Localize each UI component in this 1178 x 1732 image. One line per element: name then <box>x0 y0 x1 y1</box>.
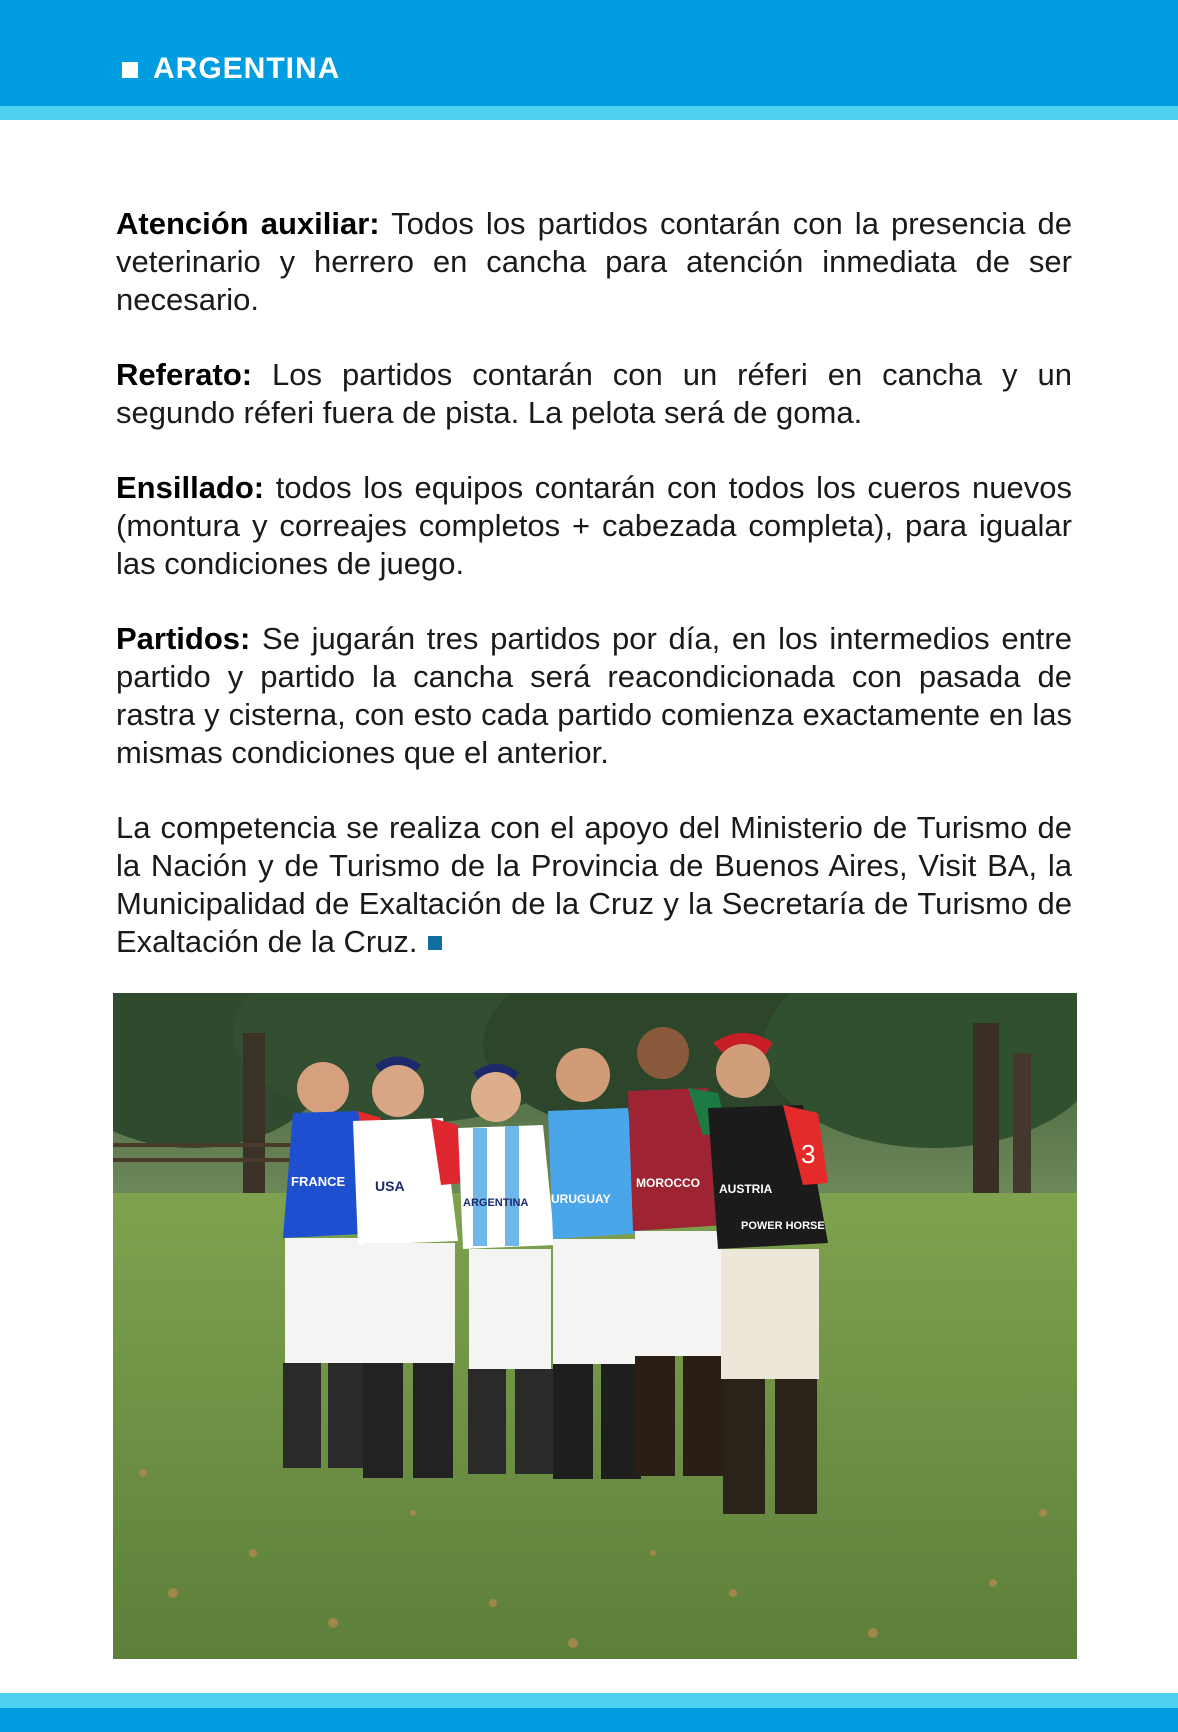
paragraph-ensillado <box>116 469 1072 583</box>
jersey-label: MOROCCO <box>636 1176 700 1190</box>
paragraph-label: Partidos: <box>116 621 251 656</box>
paragraph-text: todos los equipos contarán con todos los cueros nuevos (montura y correajes completos + cabezada completa), para igualar las condiciones de juego. <box>116 470 1072 581</box>
section-title: ARGENTINA <box>153 52 341 85</box>
paragraph-referato <box>116 356 1072 432</box>
header-stripe <box>0 106 1178 120</box>
footer-bar <box>0 1708 1178 1732</box>
jersey-label: FRANCE <box>291 1174 346 1189</box>
jersey-label: URUGUAY <box>551 1192 611 1206</box>
paragraph-label: Referato: <box>116 357 253 392</box>
section-marker <box>122 62 138 78</box>
jersey-sponsor: POWER HORSE <box>741 1220 825 1232</box>
paragraph-text: Los partidos contarán con un réferi en cancha y un segundo réferi fuera de pista. La pelota será de goma. <box>116 357 1072 430</box>
paragraph-label: Ensillado: <box>116 470 265 505</box>
paragraph-partidos <box>116 620 1072 772</box>
article-body <box>116 205 1072 998</box>
polo-players-illustration <box>113 993 1077 1659</box>
paragraph-competencia <box>116 809 1072 961</box>
paragraph-text: La competencia se realiza con el apoyo del Ministerio de Turismo de la Nación y de Turismo de la Provincia de Buenos Aires, Visit BA, la Municipalidad de Exaltación de la Cruz y la Secretaría de Turismo de Exaltación de la Cruz. <box>116 810 1072 959</box>
end-of-article-marker <box>428 936 442 950</box>
paragraph-label: Atención auxiliar: <box>116 206 380 241</box>
jersey-label: AUSTRIA <box>719 1182 773 1196</box>
paragraph-text: Se jugarán tres partidos por día, en los intermedios entre partido y partido la cancha será reacondicionada con pasada de rastra y cisterna, con esto cada partido comienza exactamente en las mismas condiciones que el anterior. <box>116 621 1072 770</box>
jersey-number: 3 <box>801 1139 816 1169</box>
paragraph-atencion <box>116 205 1072 319</box>
jersey-label: USA <box>375 1178 405 1194</box>
footer-stripe <box>0 1693 1178 1708</box>
team-photo <box>113 993 1077 1659</box>
paragraph-text: Todos los partidos contarán con la presencia de veterinario y herrero en cancha para atención inmediata de ser necesario. <box>116 206 1073 317</box>
jersey-label: ARGENTINA <box>463 1197 529 1209</box>
